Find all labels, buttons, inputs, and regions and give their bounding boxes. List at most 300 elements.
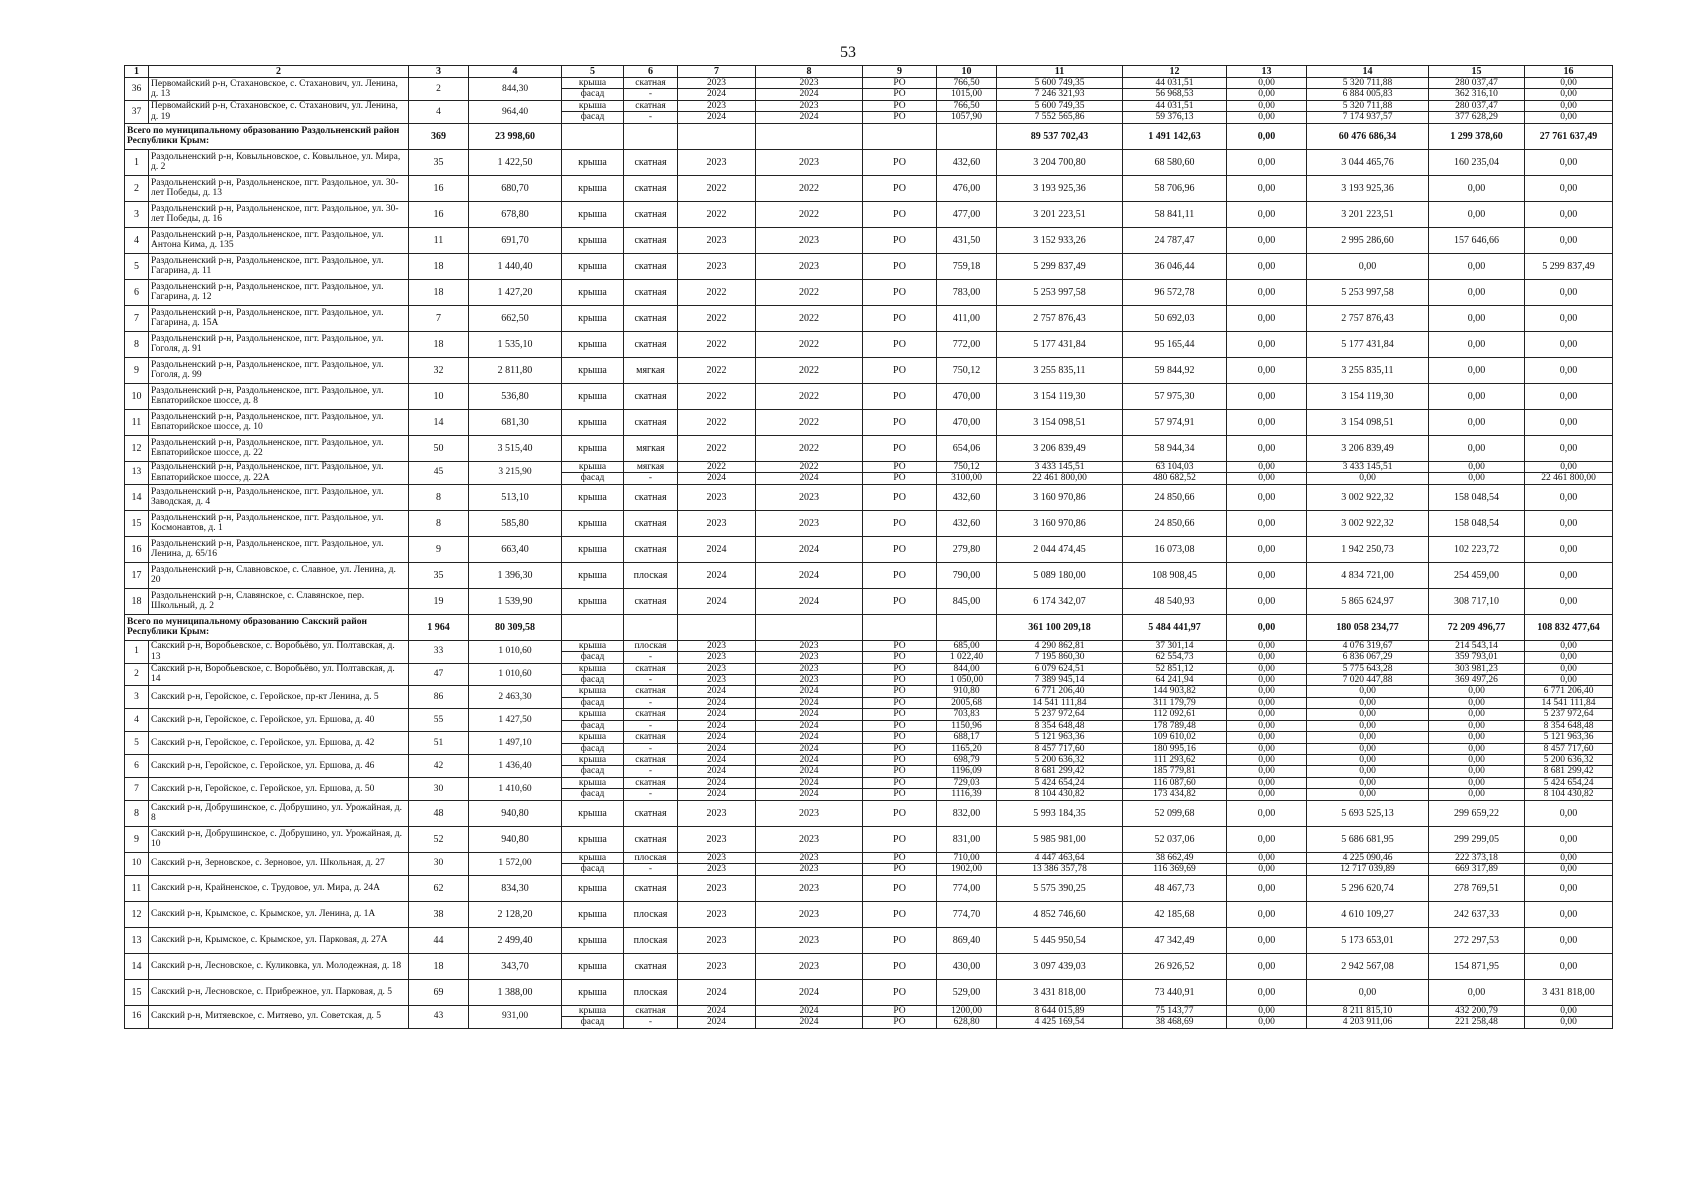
completion-year: 2023: [756, 640, 863, 651]
total-area: 1 010,60: [469, 663, 562, 686]
work-type: крыша: [562, 461, 624, 472]
row-number: 4: [125, 709, 149, 732]
col-12-value: 173 434,82: [1123, 789, 1227, 800]
total-area: 662,50: [469, 305, 562, 331]
apartments-count: 30: [409, 852, 469, 875]
total-cost: 5 253 997,58: [997, 279, 1123, 305]
total-area: 2 811,80: [469, 357, 562, 383]
row-number: 3: [125, 201, 149, 227]
col-16-value: 0,00: [1525, 461, 1613, 472]
row-number: 2: [125, 175, 149, 201]
unit-cost: 431,50: [937, 227, 997, 253]
row-number: 11: [125, 409, 149, 435]
col-13-value: 0,00: [1227, 901, 1307, 927]
col-15-value: 0,00: [1429, 357, 1525, 383]
col-12-value: 36 046,44: [1123, 253, 1227, 279]
total-area: 1 539,90: [469, 588, 562, 614]
total-col-15: 72 209 496,77: [1429, 614, 1525, 640]
roof-type: -: [624, 674, 678, 685]
roof-type: плоская: [624, 562, 678, 588]
executor: РО: [863, 766, 937, 777]
table-row: [125, 755, 1613, 766]
completion-year: 2022: [756, 357, 863, 383]
col-12-value: 112 092,61: [1123, 709, 1227, 720]
col-15-value: 0,00: [1429, 766, 1525, 777]
col-16-value: 0,00: [1525, 435, 1613, 461]
address-cell: Раздольненский р-н, Раздольненское, пгт. Раздольное, ул. Гоголя, д. 99: [149, 357, 409, 383]
work-type: фасад: [562, 720, 624, 731]
total-cost: 3 160 970,86: [997, 484, 1123, 510]
table-row: [125, 461, 1613, 472]
col-13-value: 0,00: [1227, 697, 1307, 708]
col-12-value: 108 908,45: [1123, 562, 1227, 588]
apartments-count: 30: [409, 777, 469, 800]
plan-year: 2022: [678, 383, 756, 409]
col-15-value: 160 235,04: [1429, 149, 1525, 175]
work-type: крыша: [562, 78, 624, 89]
executor: РО: [863, 100, 937, 111]
col-12-value: 52 037,06: [1123, 826, 1227, 852]
total-cost: 3 097 439,03: [997, 953, 1123, 979]
col-13-value: 0,00: [1227, 953, 1307, 979]
plan-year: 2023: [678, 953, 756, 979]
table-row: [125, 640, 1613, 651]
plan-year: 2024: [678, 732, 756, 743]
col-16-value: 0,00: [1525, 112, 1613, 123]
col-16-value: 0,00: [1525, 201, 1613, 227]
total-cost: 5 089 180,00: [997, 562, 1123, 588]
apartments-count: 7: [409, 305, 469, 331]
roof-type: скатная: [624, 227, 678, 253]
total-area: 1 427,20: [469, 279, 562, 305]
empty-cell: [863, 123, 937, 149]
work-type: крыша: [562, 709, 624, 720]
col-14-value: 4 610 109,27: [1307, 901, 1429, 927]
work-type: крыша: [562, 588, 624, 614]
total-area: 940,80: [469, 826, 562, 852]
address-cell: Раздольненский р-н, Раздольненское, пгт. Раздольное, ул. Ленина, д. 65/16: [149, 536, 409, 562]
work-type: фасад: [562, 89, 624, 100]
plan-year: 2023: [678, 652, 756, 663]
col-14-value: 3 193 925,36: [1307, 175, 1429, 201]
col-16-value: 0,00: [1525, 305, 1613, 331]
work-type: фасад: [562, 652, 624, 663]
completion-year: 2024: [756, 1017, 863, 1028]
work-type: крыша: [562, 279, 624, 305]
col-13-value: 0,00: [1227, 864, 1307, 875]
empty-cell: [756, 614, 863, 640]
executor: РО: [863, 789, 937, 800]
col-12-value: 37 301,14: [1123, 640, 1227, 651]
apartments-count: 35: [409, 562, 469, 588]
plan-year: 2023: [678, 253, 756, 279]
roof-type: скатная: [624, 279, 678, 305]
column-number-row: [125, 66, 1613, 78]
col-13-value: 0,00: [1227, 279, 1307, 305]
apartments-count: 4: [409, 100, 469, 123]
table-row: [125, 510, 1613, 536]
col-16-value: 5 237 972,64: [1525, 709, 1613, 720]
col-14-value: 0,00: [1307, 253, 1429, 279]
work-type: крыша: [562, 510, 624, 536]
total-area: 1 388,00: [469, 979, 562, 1005]
table-row: [125, 562, 1613, 588]
completion-year: 2022: [756, 409, 863, 435]
completion-year: 2023: [756, 484, 863, 510]
total-cost: 6 079 624,51: [997, 663, 1123, 674]
work-type: крыша: [562, 175, 624, 201]
table-row: [125, 100, 1613, 111]
col-15-value: 221 258,48: [1429, 1017, 1525, 1028]
address-cell: Сакский р-н, Крайненское, с. Трудовое, ул. Мира, д. 24А: [149, 875, 409, 901]
row-number: 9: [125, 357, 149, 383]
completion-year: 2022: [756, 331, 863, 357]
total-cost: 3 152 933,26: [997, 227, 1123, 253]
total-area: 2 499,40: [469, 927, 562, 953]
plan-year: 2024: [678, 709, 756, 720]
column-number-header: 8: [756, 66, 863, 78]
row-number: 36: [125, 78, 149, 101]
roof-type: скатная: [624, 732, 678, 743]
executor: РО: [863, 732, 937, 743]
col-12-value: 63 104,03: [1123, 461, 1227, 472]
work-type: фасад: [562, 789, 624, 800]
work-type: фасад: [562, 1017, 624, 1028]
completion-year: 2022: [756, 435, 863, 461]
table-row: [125, 357, 1613, 383]
total-area: 343,70: [469, 953, 562, 979]
total-cost: 5 445 950,54: [997, 927, 1123, 953]
col-13-value: 0,00: [1227, 112, 1307, 123]
table-row: [125, 409, 1613, 435]
work-type: крыша: [562, 149, 624, 175]
apartments-count: 43: [409, 1005, 469, 1028]
total-cost: 3 160 970,86: [997, 510, 1123, 536]
completion-year: 2024: [756, 697, 863, 708]
row-number: 16: [125, 536, 149, 562]
col-15-value: 280 037,47: [1429, 78, 1525, 89]
roof-type: мягкая: [624, 435, 678, 461]
total-area: 940,80: [469, 800, 562, 826]
plan-year: 2023: [678, 640, 756, 651]
roof-type: плоская: [624, 901, 678, 927]
col-15-value: 0,00: [1429, 709, 1525, 720]
col-15-value: 102 223,72: [1429, 536, 1525, 562]
total-cost: 8 457 717,60: [997, 743, 1123, 754]
roof-type: скатная: [624, 149, 678, 175]
col-12-value: 58 944,34: [1123, 435, 1227, 461]
col-16-value: 0,00: [1525, 1017, 1613, 1028]
col-12-value: 50 692,03: [1123, 305, 1227, 331]
col-12-value: 178 789,48: [1123, 720, 1227, 731]
row-number: 14: [125, 484, 149, 510]
total-col-16: 108 832 477,64: [1525, 614, 1613, 640]
col-15-value: 0,00: [1429, 473, 1525, 484]
roof-type: скатная: [624, 826, 678, 852]
plan-year: 2023: [678, 852, 756, 863]
address-cell: Сакский р-н, Крымское, с. Крымское, ул. Ленина, д. 1А: [149, 901, 409, 927]
executor: РО: [863, 331, 937, 357]
roof-type: скатная: [624, 663, 678, 674]
plan-year: 2023: [678, 875, 756, 901]
column-number-header: 5: [562, 66, 624, 78]
col-16-value: 0,00: [1525, 663, 1613, 674]
row-number: 3: [125, 686, 149, 709]
col-12-value: 73 440,91: [1123, 979, 1227, 1005]
col-15-value: 377 628,29: [1429, 112, 1525, 123]
col-13-value: 0,00: [1227, 640, 1307, 651]
work-type: крыша: [562, 227, 624, 253]
unit-cost: 774,00: [937, 875, 997, 901]
row-number: 18: [125, 588, 149, 614]
apartments-count: 44: [409, 927, 469, 953]
completion-year: 2024: [756, 777, 863, 788]
total-apartments: 1 964: [409, 614, 469, 640]
plan-year: 2024: [678, 766, 756, 777]
row-number: 8: [125, 800, 149, 826]
total-cost: 8 681 299,42: [997, 766, 1123, 777]
roof-type: скатная: [624, 253, 678, 279]
col-16-value: 0,00: [1525, 826, 1613, 852]
unit-cost: 279,80: [937, 536, 997, 562]
work-type: крыша: [562, 663, 624, 674]
col-12-value: 480 682,52: [1123, 473, 1227, 484]
work-type: крыша: [562, 800, 624, 826]
col-12-value: 62 554,73: [1123, 652, 1227, 663]
work-type: крыша: [562, 953, 624, 979]
table-row: [125, 732, 1613, 743]
unit-cost: 772,00: [937, 331, 997, 357]
address-cell: Сакский р-н, Митяевское, с. Митяево, ул. Советская, д. 5: [149, 1005, 409, 1028]
unit-cost: 774,70: [937, 901, 997, 927]
col-13-value: 0,00: [1227, 201, 1307, 227]
col-14-value: 3 002 922,32: [1307, 510, 1429, 536]
col-12-value: 26 926,52: [1123, 953, 1227, 979]
address-cell: Раздольненский р-н, Раздольненское, пгт. Раздольное, ул. 30-лет Победы, д. 16: [149, 201, 409, 227]
completion-year: 2022: [756, 175, 863, 201]
total-cost: 5 600 749,35: [997, 100, 1123, 111]
row-number: 7: [125, 305, 149, 331]
row-number: 11: [125, 875, 149, 901]
col-15-value: 0,00: [1429, 201, 1525, 227]
completion-year: 2023: [756, 953, 863, 979]
total-area: 1 572,00: [469, 852, 562, 875]
col-13-value: 0,00: [1227, 536, 1307, 562]
total-cost: 13 386 357,78: [997, 864, 1123, 875]
col-15-value: 254 459,00: [1429, 562, 1525, 588]
col-16-value: 5 200 636,32: [1525, 755, 1613, 766]
apartments-count: 32: [409, 357, 469, 383]
col-15-value: 0,00: [1429, 331, 1525, 357]
roof-type: -: [624, 766, 678, 777]
table-row: [125, 331, 1613, 357]
completion-year: 2023: [756, 652, 863, 663]
unit-cost: 783,00: [937, 279, 997, 305]
col-12-value: 111 293,62: [1123, 755, 1227, 766]
completion-year: 2023: [756, 227, 863, 253]
unit-cost: 476,00: [937, 175, 997, 201]
table-row: [125, 927, 1613, 953]
col-12-value: 47 342,49: [1123, 927, 1227, 953]
col-15-value: 0,00: [1429, 720, 1525, 731]
col-12-value: 42 185,68: [1123, 901, 1227, 927]
total-area: 536,80: [469, 383, 562, 409]
plan-year: 2023: [678, 901, 756, 927]
completion-year: 2024: [756, 1005, 863, 1016]
apartments-count: 8: [409, 484, 469, 510]
total-cost: 3 431 818,00: [997, 979, 1123, 1005]
apartments-count: 38: [409, 901, 469, 927]
row-number: 10: [125, 852, 149, 875]
row-number: 2: [125, 663, 149, 686]
total-cost: 3 193 925,36: [997, 175, 1123, 201]
executor: РО: [863, 674, 937, 685]
empty-cell: [756, 123, 863, 149]
address-cell: Сакский р-н, Геройское, с. Геройское, пр-кт Ленина, д. 5: [149, 686, 409, 709]
col-15-value: 0,00: [1429, 383, 1525, 409]
col-16-value: 0,00: [1525, 149, 1613, 175]
completion-year: 2023: [756, 149, 863, 175]
apartments-count: 11: [409, 227, 469, 253]
executor: РО: [863, 588, 937, 614]
completion-year: 2024: [756, 732, 863, 743]
col-14-value: 4 203 911,06: [1307, 1017, 1429, 1028]
total-cost: 5 600 749,35: [997, 78, 1123, 89]
total-cost: 3 255 835,11: [997, 357, 1123, 383]
col-14-value: 0,00: [1307, 473, 1429, 484]
roof-type: -: [624, 652, 678, 663]
col-12-value: 24 850,66: [1123, 510, 1227, 536]
executor: РО: [863, 279, 937, 305]
col-16-value: 5 299 837,49: [1525, 253, 1613, 279]
total-cost: 8 354 648,48: [997, 720, 1123, 731]
total-cost: 5 200 636,32: [997, 755, 1123, 766]
table-body: [125, 78, 1613, 1029]
empty-cell: [562, 614, 624, 640]
apartments-count: 45: [409, 461, 469, 484]
executor: РО: [863, 686, 937, 697]
table-row: [125, 253, 1613, 279]
roof-type: -: [624, 473, 678, 484]
row-number: 37: [125, 100, 149, 123]
col-14-value: 3 002 922,32: [1307, 484, 1429, 510]
row-number: 1: [125, 149, 149, 175]
col-13-value: 0,00: [1227, 852, 1307, 863]
col-13-value: 0,00: [1227, 588, 1307, 614]
unit-cost: 432,60: [937, 510, 997, 536]
row-number: 13: [125, 461, 149, 484]
work-type: крыша: [562, 927, 624, 953]
col-12-value: 44 031,51: [1123, 100, 1227, 111]
column-number-header: 1: [125, 66, 149, 78]
col-13-value: 0,00: [1227, 305, 1307, 331]
apartments-count: 16: [409, 175, 469, 201]
address-cell: Сакский р-н, Зерновское, с. Зерновое, ул. Школьная, д. 27: [149, 852, 409, 875]
col-15-value: 0,00: [1429, 175, 1525, 201]
column-number-header: 13: [1227, 66, 1307, 78]
col-13-value: 0,00: [1227, 78, 1307, 89]
col-14-value: 0,00: [1307, 732, 1429, 743]
plan-year: 2024: [678, 777, 756, 788]
col-13-value: 0,00: [1227, 720, 1307, 731]
total-cost: 3 154 119,30: [997, 383, 1123, 409]
column-number-header: 9: [863, 66, 937, 78]
apartments-count: 47: [409, 663, 469, 686]
table-row: [125, 686, 1613, 697]
col-15-value: 272 297,53: [1429, 927, 1525, 953]
apartments-count: 48: [409, 800, 469, 826]
table-row: [125, 1005, 1613, 1016]
col-12-value: 75 143,77: [1123, 1005, 1227, 1016]
column-number-header: 16: [1525, 66, 1613, 78]
executor: РО: [863, 720, 937, 731]
col-12-value: 52 099,68: [1123, 800, 1227, 826]
col-13-value: 0,00: [1227, 777, 1307, 788]
unit-cost: 766,50: [937, 78, 997, 89]
address-cell: Первомайский р-н, Стахановское, с. Стаханович, ул. Ленина, д. 13: [149, 78, 409, 101]
col-12-value: 59 844,92: [1123, 357, 1227, 383]
plan-year: 2022: [678, 201, 756, 227]
total-cost: 3 206 839,49: [997, 435, 1123, 461]
apartments-count: 18: [409, 331, 469, 357]
col-15-value: 299 299,05: [1429, 826, 1525, 852]
col-16-value: 0,00: [1525, 510, 1613, 536]
col-14-value: 5 686 681,95: [1307, 826, 1429, 852]
unit-cost: 869,40: [937, 927, 997, 953]
plan-year: 2023: [678, 484, 756, 510]
table-row: [125, 78, 1613, 89]
plan-year: 2022: [678, 305, 756, 331]
unit-cost: 430,00: [937, 953, 997, 979]
work-type: крыша: [562, 852, 624, 863]
total-cost: 5 299 837,49: [997, 253, 1123, 279]
col-13-value: 0,00: [1227, 227, 1307, 253]
row-number: 16: [125, 1005, 149, 1028]
table-row: [125, 279, 1613, 305]
col-13-value: 0,00: [1227, 663, 1307, 674]
total-cost: 361 100 209,18: [997, 614, 1123, 640]
executor: РО: [863, 175, 937, 201]
executor: РО: [863, 1017, 937, 1028]
column-number-header: 4: [469, 66, 562, 78]
apartments-count: 2: [409, 78, 469, 101]
capital-repair-table: [124, 65, 1613, 1029]
col-14-value: 0,00: [1307, 697, 1429, 708]
unit-cost: 750,12: [937, 357, 997, 383]
empty-cell: [624, 614, 678, 640]
executor: РО: [863, 709, 937, 720]
completion-year: 2024: [756, 473, 863, 484]
col-14-value: 0,00: [1307, 709, 1429, 720]
empty-cell: [624, 123, 678, 149]
col-13-value: 0,00: [1227, 755, 1307, 766]
plan-year: 2024: [678, 89, 756, 100]
col-12-value: 44 031,51: [1123, 78, 1227, 89]
col-16-value: 0,00: [1525, 588, 1613, 614]
unit-cost: 1057,90: [937, 112, 997, 123]
address-cell: Сакский р-н, Воробьевское, с. Воробьёво, ул. Полтавская, д. 13: [149, 640, 409, 663]
col-16-value: 0,00: [1525, 953, 1613, 979]
address-cell: Раздольненский р-н, Раздольненское, пгт. Раздольное, ул. Евпаторийское шоссе, д. 8: [149, 383, 409, 409]
address-cell: Сакский р-н, Добрушинское, с. Добрушино, ул. Урожайная, д. 10: [149, 826, 409, 852]
completion-year: 2024: [756, 789, 863, 800]
col-15-value: 0,00: [1429, 686, 1525, 697]
completion-year: 2023: [756, 927, 863, 953]
total-cost: 2 044 474,45: [997, 536, 1123, 562]
row-number: 13: [125, 927, 149, 953]
executor: РО: [863, 78, 937, 89]
roof-type: скатная: [624, 100, 678, 111]
